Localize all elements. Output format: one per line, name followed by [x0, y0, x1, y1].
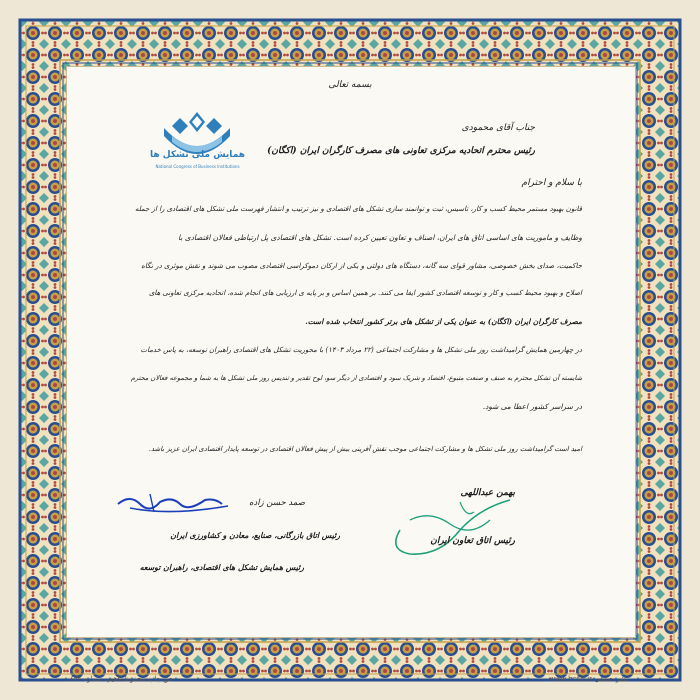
closing-line: امید است گرامیداشت روز ملی تشکل ها و مشارکت اجتماعی موجب نقش آفرینی بیش از پیش فعالان اقتصادی در توسعه پایدار اقتصادی ایران عزیز باشد. [148, 445, 582, 453]
signatory-left-title: رئیس همایش تشکل های اقتصادی، راهبران توسعه [139, 563, 304, 572]
signatory-right-title: رئیس اتاق تعاون ایران [430, 536, 515, 546]
signatory-right-name: بهمن عبداللهی [460, 488, 515, 498]
body-line: شایسته آن تشکل محترم به صنف و صنعت متبوع، اقتصاد و شریک سود و اقتصادی از دیگر سو، لوح تقدیر و تندیس روز ملی تشکل ها به شما و مجموعه فعالان محترم [130, 374, 582, 382]
body-line: قانون بهبود مستمر محیط کسب و کار، تاسیس، ثبت و توانمند سازی تشکل های اقتصادی و نیز ترتیب و انتشار فهرست ملی تشکل های اقتصادی را از جمله [134, 205, 582, 213]
recipient-name: جناب آقای محمودی [461, 123, 535, 133]
greeting: با سلام و احترام [521, 178, 582, 188]
recipient-title: رئیس محترم اتحادیه مرکزی تعاونی های مصرف کارگران ایران (اکگان) [267, 146, 535, 156]
body-line: در سراسر کشور اعطا می شود. [482, 402, 582, 411]
body-line: حاکمیت، صدای بخش خصوصی، مشاور قوای سه گانه، دستگاه های دولتی و یکی از ارکان دموکراسی اقتصادی مصوب می شوند و نقش موثری در نگاه [141, 261, 582, 270]
body-line: وظایف و ماموریت های اساسی اتاق های ایران، اصناف و تعاون تعیین کرده است. تشکل های اقتصادی پل ارتباطی فعالان اقتصادی با [178, 233, 582, 242]
signature-right-icon [370, 490, 520, 570]
signatory-left-title: رئیس اتاق بازرگانی، صنایع، معادن و کشاورزی ایران [170, 531, 340, 540]
body-line: مصرف کارگران ایران (اکگان) به عنوان یکی از تشکل های برتر کشور انتخاب شده است. [305, 317, 582, 326]
footer-copyright: حق چاپ محفوظ تاهیپ شماره ۶۷۲ [70, 675, 174, 683]
signatory-left-name: صمد حسن زاده [248, 498, 305, 508]
body-line: اصلاح و بهبود محیط کسب و کار و توسعه اقتصادی کشور ایفا می کنند. بر همین اساس و بر پایه ی ارزیابی های انجام شده، اتحادیه مرکزی تعاونی های [148, 289, 582, 297]
body-line: در چهارمین همایش گرامیداشت روز ملی تشکل ها و مشارکت اجتماعی (۲۲ مرداد ۱۴۰۳) با محوریت تشکل های اقتصادی راهبران توسعه، به پاس خدمات [140, 346, 582, 354]
logo-title: همایش ملی تشکل ها [150, 150, 245, 160]
signature-left-icon [110, 486, 240, 526]
invocation: بسمه تعالی [328, 80, 372, 90]
logo-subtitle: National Congress of Business Institutions [155, 164, 240, 169]
footer-publisher: www.hefzi.ir نشر حفظی [549, 675, 628, 683]
